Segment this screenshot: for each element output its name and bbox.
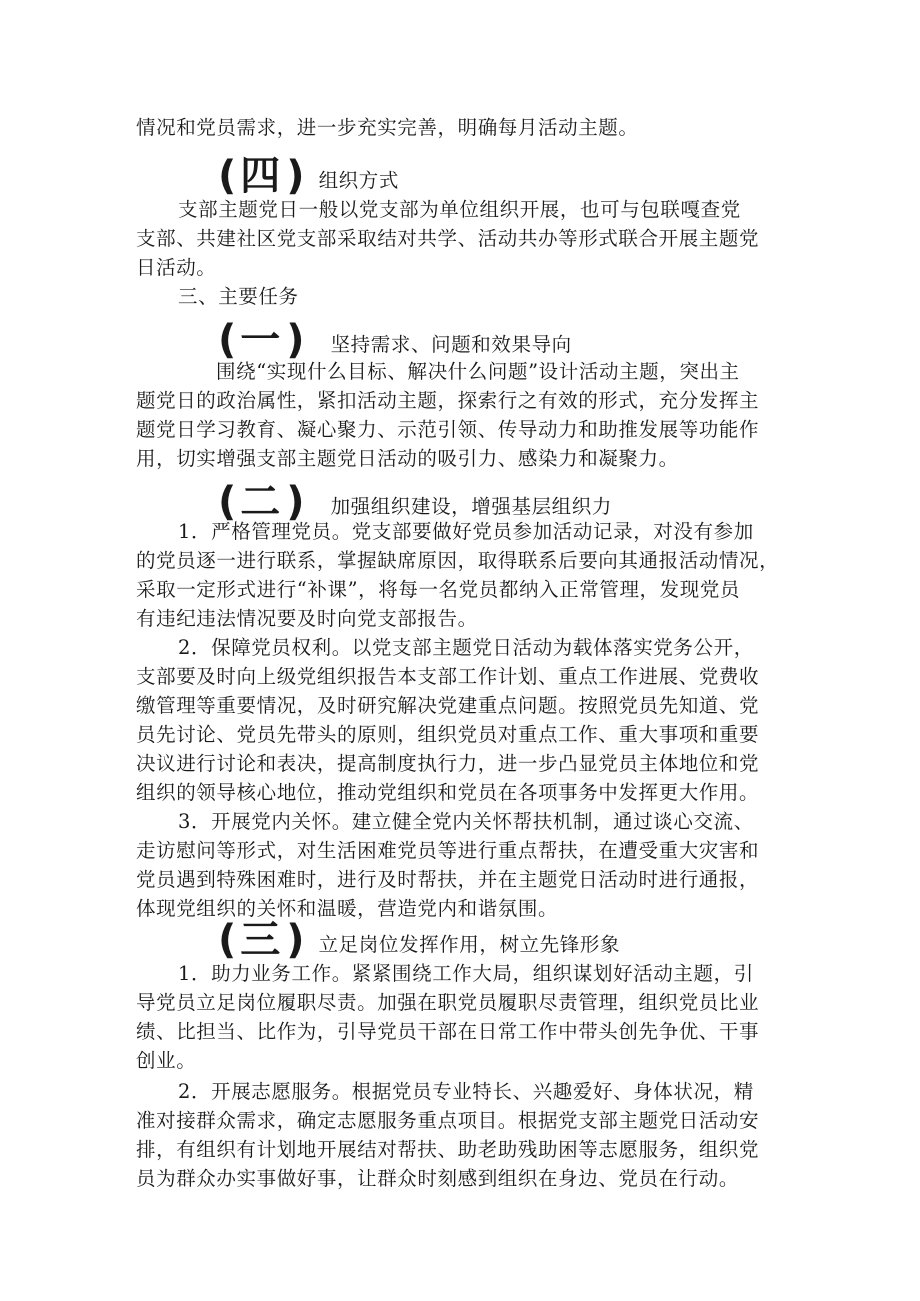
paragraph-line: 体现党组织的关怀和温暖，营造党内和谐氛围。 (136, 897, 559, 920)
subheading-title: 立足岗位发挥作用，树立先锋形象 (318, 933, 621, 956)
paragraph-line: 导党员立足岗位履职尽责。加强在职党员履职尽责管理，组织党员比业 (136, 991, 760, 1014)
paragraph-line: 排，有组织有计划地开展结对帮扶、助老助残助困等志愿服务，组织党 (136, 1138, 760, 1161)
paragraph-line: 员先讨论、党员先带头的原则，组织党员对重点工作、重大事项和重要 (136, 723, 760, 746)
section-title: 三、主要任务 (178, 285, 299, 308)
open-paren: ( (218, 317, 237, 363)
paragraph-line: 党员遇到特殊困难时，进行及时帮扶，并在主题党日活动时进行通报， (136, 868, 760, 891)
paragraph-line: 1．助力业务工作。紧紧围绕工作大局，组织谋划好活动主题，引 (178, 962, 754, 985)
paragraph-line: 绩、比担当、比作为，引导党员干部在日常工作中带头创先争优、干事 (136, 1020, 760, 1043)
close-paren: ) (286, 917, 305, 963)
close-paren: ) (286, 479, 305, 525)
subheading-number: 四 (240, 153, 283, 199)
paragraph-line: 的党员逐一进行联系，掌握缺席原因，取得联系后要向其通报活动情况， (136, 549, 780, 572)
paragraph-line: 用，切实增强支部主题党日活动的吸引力、感染力和凝聚力。 (136, 447, 679, 470)
subheading-number: 一 (240, 317, 283, 363)
paragraph-line: 组织的领导核心地位，推动党组织和党员在各项事务中发挥更大作用。 (136, 781, 760, 804)
subheading-1 (218, 317, 572, 363)
paragraph-line: 2．开展志愿服务。根据党员专业特长、兴趣爱好、身体状况，精 (178, 1080, 754, 1103)
open-paren: ( (218, 153, 237, 199)
open-paren: ( (218, 479, 237, 525)
paragraph-line: 支部、共建社区党支部采取结对共学、活动共办等形式联合开展主题党 (136, 227, 760, 250)
paragraph-line: 员为群众办实事做好事，让群众时刻感到组织在身边、党员在行动。 (136, 1167, 740, 1190)
subheading-4 (218, 153, 399, 199)
paragraph-line: 准对接群众需求，确定志愿服务重点项目。根据党支部主题党日活动安 (136, 1109, 760, 1132)
intro-line: 情况和党员需求，进一步充实完善，明确每月活动主题。 (136, 116, 639, 139)
paragraph-line: 围绕“实现什么目标、解决什么问题”设计活动主题，突出主 (216, 360, 740, 383)
subheading-2 (218, 479, 612, 525)
paragraph-line: 缴管理等重要情况，及时研究解决党建重点问题。按照党员先知道、党 (136, 694, 760, 717)
subheading-title: 加强组织建设，增强基层组织力 (330, 495, 612, 518)
open-paren: ( (218, 917, 237, 963)
paragraph-line: 支部主题党日一般以党支部为单位组织开展，也可与包联嘎查党 (178, 198, 741, 221)
paragraph-line: 采取一定形式进行“补课”，将每一名党员都纳入正常管理，发现党员 (136, 578, 741, 601)
paragraph-line: 走访慰问等形式，对生活困难党员等进行重点帮扶，在遭受重大灾害和 (136, 839, 760, 862)
subheading-title: 组织方式 (318, 169, 399, 192)
paragraph-line: 创业。 (136, 1049, 197, 1072)
subheading-title: 坚持需求、问题和效果导向 (330, 333, 572, 356)
close-paren: ) (286, 153, 305, 199)
paragraph-line: 决议进行讨论和表决，提高制度执行力，进一步凸显党员主体地位和党 (136, 752, 760, 775)
paragraph-line: 支部要及时向上级党组织报告本支部工作计划、重点工作进展、党费收 (136, 665, 760, 688)
paragraph-line: 3．开展党内关怀。建立健全党内关怀帮扶机制，通过谈心交流、 (178, 810, 754, 833)
paragraph-line: 1．严格管理党员。党支部要做好党员参加活动记录，对没有参加 (178, 520, 754, 543)
paragraph-line: 2．保障党员权利。以党支部主题党日活动为载体落实党务公开， (178, 636, 754, 659)
close-paren: ) (286, 317, 305, 363)
paragraph-line: 日活动。 (136, 256, 217, 279)
subheading-3 (218, 917, 621, 963)
paragraph-line: 有违纪违法情况要及时向党支部报告。 (136, 607, 478, 630)
paragraph-line: 题党日学习教育、凝心聚力、示范引领、传导动力和助推发展等功能作 (136, 418, 760, 441)
subheading-number: 三 (240, 917, 283, 963)
paragraph-line: 题党日的政治属性，紧扣活动主题，探索行之有效的形式，充分发挥主 (136, 389, 760, 412)
subheading-number: 二 (240, 479, 283, 525)
